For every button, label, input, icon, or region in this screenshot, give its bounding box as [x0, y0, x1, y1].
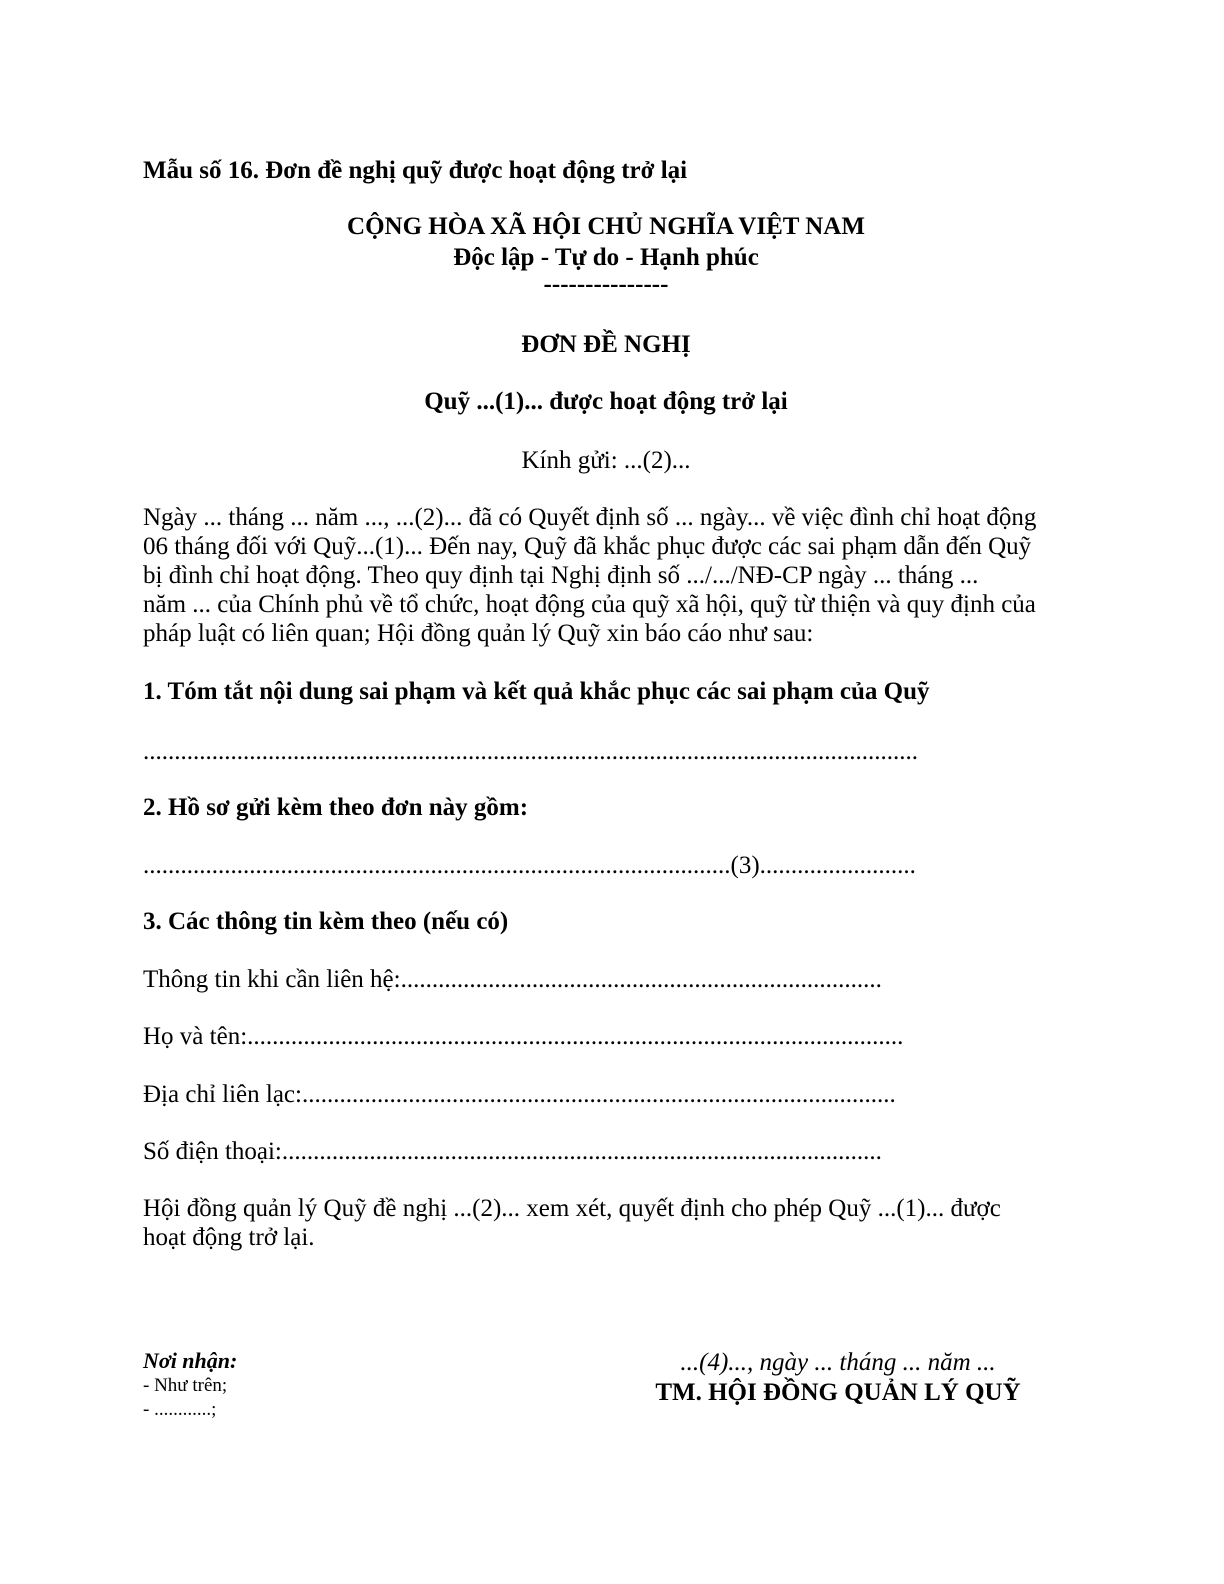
- closing-line: hoạt động trở lại.: [143, 1224, 315, 1251]
- section1-fill-line: ............................................................................................................................: [143, 738, 918, 765]
- national-header: [0, 212, 1212, 299]
- closing-line: Hội đồng quản lý Quỹ đề nghị ...(2)... xem xét, quyết định cho phép Quỹ ...(1)... được: [143, 1195, 1001, 1222]
- signature-title: TM. HỘI ĐỒNG QUẢN LÝ QUỸ: [655, 1379, 1021, 1406]
- signature-date-line: ...(4)..., ngày ... tháng ... năm ...: [680, 1349, 996, 1376]
- section1-heading: 1. Tóm tắt nội dung sai phạm và kết quả khắc phục các sai phạm của Quỹ: [143, 678, 930, 705]
- intro-paragraph: [143, 503, 1083, 648]
- recipient-line: Kính gửi: ...(2)...: [521, 447, 691, 474]
- section2-heading: 2. Hồ sơ gửi kèm theo đơn này gồm:: [143, 794, 529, 821]
- country-name: CỘNG HÒA XÃ HỘI CHỦ NGHĨA VIỆT NAM: [347, 213, 865, 240]
- intro-line: năm ... của Chính phủ về tổ chức, hoạt động của quỹ xã hội, quỹ từ thiện và quy định của: [143, 591, 1036, 618]
- document-subtitle: Quỹ ...(1)... được hoạt động trở lại: [424, 388, 788, 415]
- full-name-line: Họ và tên:.........................................................................................................: [143, 1023, 904, 1050]
- document-title: ĐƠN ĐỀ NGHỊ: [521, 331, 691, 358]
- address-line: Địa chỉ liên lạc:...............................................................................................: [143, 1081, 896, 1108]
- header-rule: ---------------: [543, 271, 669, 298]
- form-title: Mẫu số 16. Đơn đề nghị quỹ được hoạt động trở lại: [143, 157, 688, 184]
- motto: Độc lập - Tự do - Hạnh phúc: [453, 244, 759, 271]
- intro-line: 06 tháng đối với Quỹ...(1)... Đến nay, Quỹ đã khắc phục được các sai phạm dẫn đến Quỹ: [143, 533, 1032, 560]
- closing-paragraph: [143, 1194, 1083, 1252]
- recipients-block: [143, 1348, 237, 1422]
- phone-line: Số điện thoại:................................................................................................: [143, 1138, 882, 1165]
- recipient-item: - Như trên;: [143, 1375, 228, 1396]
- contact-info-line: Thông tin khi cần liên hệ:.............................................................................: [143, 966, 882, 993]
- recipient-item: - ............;: [143, 1399, 217, 1420]
- intro-line: pháp luật có liên quan; Hội đồng quản lý Quỹ xin báo cáo như sau:: [143, 620, 814, 647]
- recipients-label: Nơi nhận:: [143, 1348, 238, 1373]
- section2-fill-line: ..............................................................................................(3).........................: [143, 852, 916, 879]
- intro-line: Ngày ... tháng ... năm ..., ...(2)... đã có Quyết định số ... ngày... về việc đình chỉ hoạt động: [143, 504, 1037, 531]
- signature-block: [600, 1348, 1076, 1407]
- section3-heading: 3. Các thông tin kèm theo (nếu có): [143, 908, 509, 935]
- intro-line: bị đình chỉ hoạt động. Theo quy định tại Nghị định số .../.../NĐ-CP ngày ... tháng ...: [143, 562, 979, 589]
